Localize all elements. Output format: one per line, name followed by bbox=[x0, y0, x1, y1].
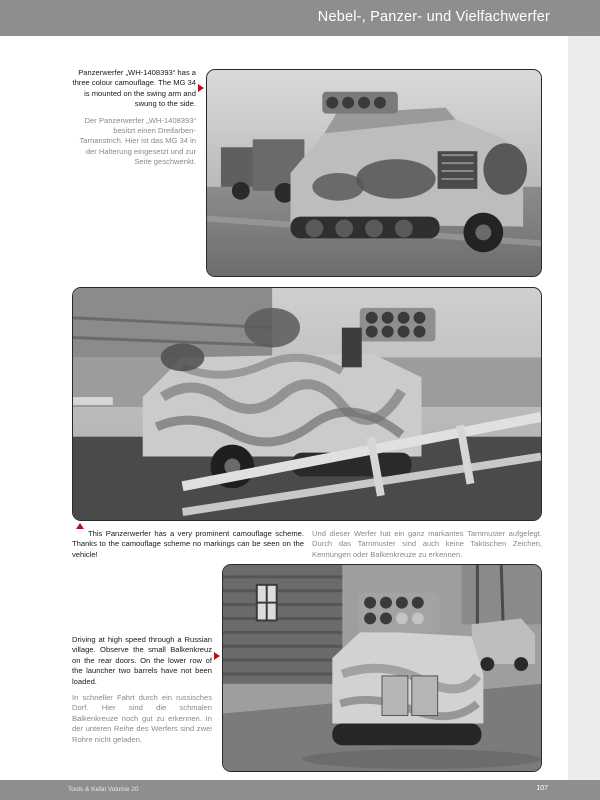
caption-middle-de-block bbox=[312, 529, 542, 560]
caption-bottom-en: Driving at high speed through a Russian village. Observe the small Balkenkreuz on the rear doors. On the lower row of the launcher two barrels have not been loaded. bbox=[72, 635, 212, 686]
caption-top-en: Panzerwerfer „WH-1408393“ has a three colour camouflage. The MG 34 is mounted on the swing arm and swung to the side. bbox=[72, 68, 196, 109]
photo-top bbox=[206, 69, 542, 277]
page-number: 107 bbox=[536, 785, 548, 792]
caption-pointer-right-icon bbox=[198, 84, 204, 92]
header-bar bbox=[0, 0, 600, 36]
caption-middle-en: This Panzerwerfer has a very prominent camouflage scheme. Thanks to the camouflage scheme no markings can be seen on the vehicle! bbox=[72, 529, 304, 559]
caption-top bbox=[72, 68, 196, 168]
footer-series: Tools & Kefal Volume 20 bbox=[68, 786, 139, 793]
caption-bottom-de: In schneller Fahrt durch ein russisches Dorf. Hier sind die schmalen Balkenkreuze noch gut zu erkennen. In der unteren Reihe des Werfers sind zwei Rohre nicht geladen. bbox=[72, 693, 212, 744]
village-drive-photo bbox=[223, 565, 541, 771]
caption-middle-de: Und dieser Werfer hat ein ganz markantes Tarnmuster aufgelegt. Durch das Tarnmuster sind auch keine Taktischen Zeichen, Kennungen oder Balkenkreuze zu erkennen. bbox=[312, 529, 542, 559]
photo-middle bbox=[72, 287, 542, 521]
caption-pointer-right-icon-bottom bbox=[214, 652, 220, 660]
halftrack-column-photo bbox=[207, 70, 541, 276]
caption-top-de: Der Panzerwerfer „WH-1408393“ besitzt einen Dreifarben-Tarnanstrich. Hier ist das MG 34 in der Halterung eingesetzt und zur Seite geschwenkt. bbox=[79, 115, 196, 167]
photo-bottom bbox=[222, 564, 542, 772]
side-strip bbox=[568, 36, 600, 780]
bridge-crossing-photo bbox=[73, 288, 541, 520]
footer-bar bbox=[0, 780, 600, 800]
caption-bottom bbox=[72, 635, 212, 745]
caption-middle-en-block bbox=[72, 529, 304, 560]
page-title: Nebel-, Panzer- und Vielfachwerfer bbox=[317, 9, 550, 25]
